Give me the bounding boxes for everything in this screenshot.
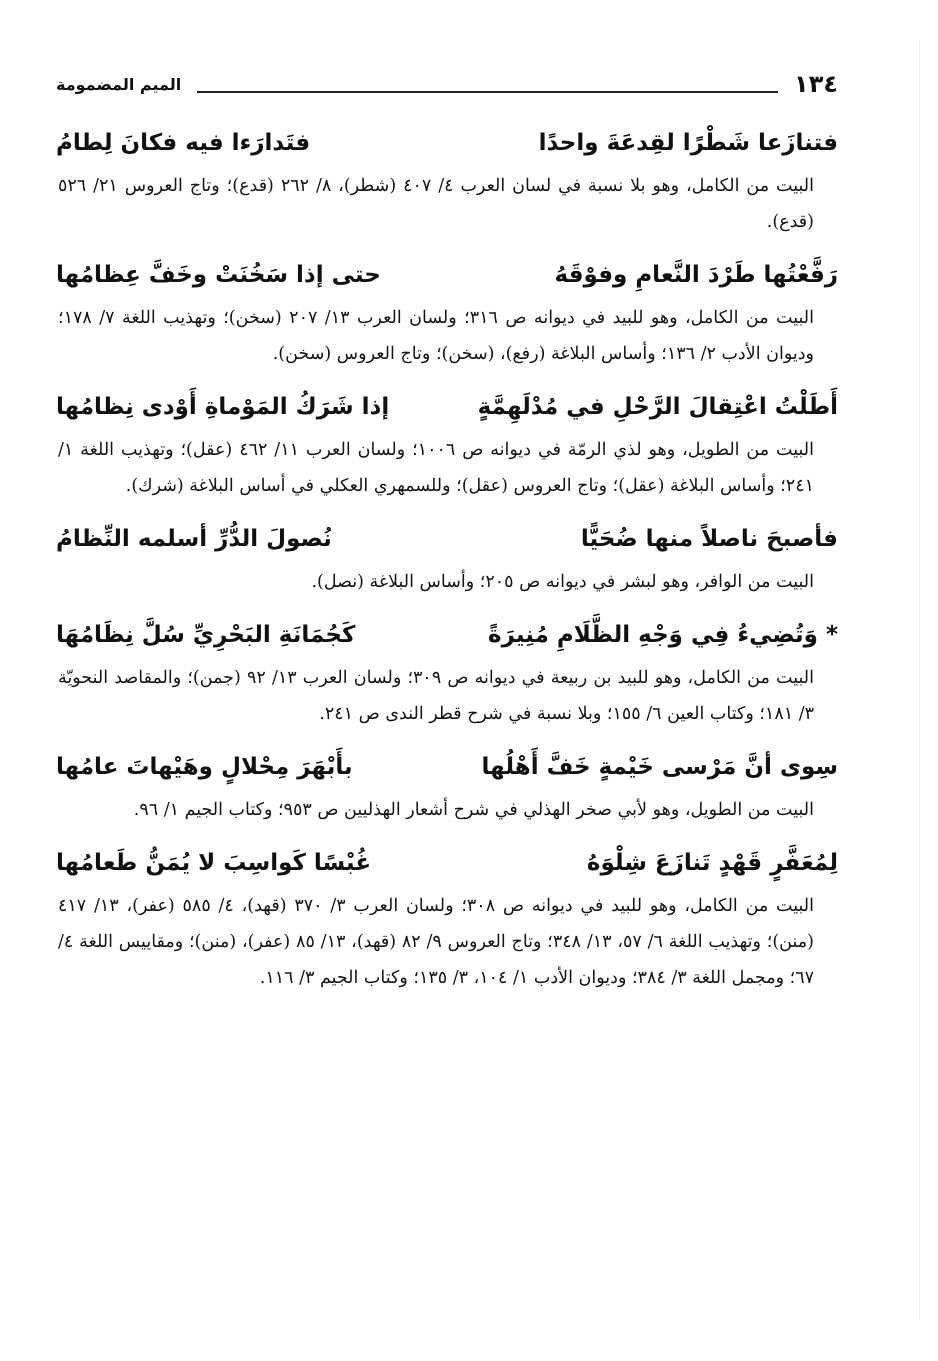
verse-note: البيت من الكامل، وهو للبيد في ديوانه ص ٣٠٨؛ ولسان العرب ٣/ ٣٧٠ (قهد)، ٤/ ٥٨٥ (عفر)، ١٣/ ٤١٧ (منن)؛ وتهذيب اللغة ٦/ ٥٧، ١٣/ ٣٤٨؛ وتاج العروس ٩/ ٨٢ (قهد)، ١٣/ ٨٥ (عفر)، (منن)؛ ومقاييس اللغة ٤/ ٦٧؛ ومجمل اللغة ٣/ ٣٨٤؛ وديوان الأدب ١/ ١٠٤، ٣/ ١٣٥؛ وكتاب الجيم ٣/ ١١٦. [58, 896, 814, 988]
entry-2 [56, 250, 838, 372]
entry-4 [56, 514, 838, 600]
verse-second-hemistich: غُبْسًا كَواسِبَ لا يُمَنُّ طَعامُها [56, 850, 372, 876]
verse-first-hemistich: فأصبحَ ناصلاً منها ضُحَيًّا [580, 526, 838, 552]
entry-6 [56, 742, 838, 828]
section-title: الميم المضمومة [56, 74, 182, 94]
verse-line [56, 250, 838, 300]
verse-note: البيت من الكامل، وهو بلا نسبة في لسان العرب ٤/ ٤٠٧ (شطر)، ٨/ ٢٦٢ (قدع)؛ وتاج العروس ٢١/ ٥٢٦ (قدع). [58, 176, 814, 232]
verse-first-hemistich: * وَتُضِيءُ فِي وَجْهِ الظَّلَامِ مُنِيرَةً [488, 622, 838, 648]
verse-note: البيت من الكامل، وهو للبيد بن ربيعة في ديوانه ص ٣٠٩؛ ولسان العرب ١٣/ ٩٢ (جمن)؛ والمقاصد النحويّة ٣/ ١٨١؛ وكتاب العين ٦/ ١٥٥؛ وبلا نسبة في شرح قطر الندى ص ٢٤١. [58, 668, 814, 724]
entry-5 [56, 610, 838, 732]
verse-line [56, 514, 838, 564]
verse-note: البيت من الوافر، وهو لبشر في ديوانه ص ٢٠٥؛ وأساس البلاغة (نصل). [311, 572, 814, 592]
page-number: ١٣٤ [794, 70, 838, 98]
verse-second-hemistich: نُصولَ الدُّرِّ أسلمه النِّظامُ [56, 526, 332, 552]
verse-line [56, 382, 838, 432]
entry-7 [56, 838, 838, 996]
scan-margin-line [919, 40, 920, 1320]
verse-line [56, 610, 838, 660]
verse-note: البيت من الطويل، وهو لذي الرمّة في ديوانه ص ١٠٠٦؛ ولسان العرب ١١/ ٤٦٢ (عقل)؛ وتهذيب اللغة ١/ ٢٤١؛ وأساس البلاغة (عقل)؛ وتاج العروس (عقل)؛ وللسمهري العكلي في أساس البلاغة (شرك). [58, 440, 814, 496]
verse-line [56, 742, 838, 792]
verse-second-hemistich: كَجُمَانَةِ البَحْرِيِّ سُلَّ نِظَامُهَا [56, 622, 356, 648]
verse-first-hemistich: فتنازَعا شَطْرًا لقِدعَةَ واحدًا [538, 130, 838, 156]
verse-first-hemistich: لِمُعَفَّرٍ قَهْدٍ تَنازَعَ شِلْوَهُ [586, 850, 838, 876]
verse-second-hemistich: حتى إذا سَخُنَتْ وخَفَّ عِظامُها [56, 262, 381, 288]
verse-first-hemistich: رَفَّعْتُها طَرْدَ النَّعامِ وفوْقَهُ [554, 262, 838, 288]
running-header [56, 64, 838, 104]
verse-second-hemistich: إذا شَرَكُ المَوْماةِ أَوْدى نِظامُها [56, 394, 390, 420]
verse-second-hemistich: فتَدارَءا فيه فكانَ لِطامُ [56, 130, 311, 156]
verse-first-hemistich: أَطَلْتُ اعْتِقالَ الرَّحْلِ في مُدْلَهِمَّةٍ [477, 394, 838, 420]
verse-note: البيت من الكامل، وهو للبيد في ديوانه ص ٣١٦؛ ولسان العرب ١٣/ ٢٠٧ (سخن)؛ وتهذيب اللغة ٧/ ١٧٨؛ وديوان الأدب ٢/ ١٣٦؛ وأساس البلاغة (رفع)، (سخن)؛ وتاج العروس (سخن). [58, 308, 814, 364]
verse-note: البيت من الطويل، وهو لأبي صخر الهذلي في شرح أشعار الهذليين ص ٩٥٣؛ وكتاب الجيم ١/ ٩٦. [133, 800, 814, 820]
book-page [56, 64, 838, 1006]
verse-line [56, 838, 838, 888]
header-rule [197, 91, 778, 93]
verse-second-hemistich: بأَبْهَرَ مِحْلالٍ وهَيْهاتَ عامُها [56, 754, 353, 780]
verse-first-hemistich: سِوى أنَّ مَرْسى خَيْمةٍ خَفَّ أَهْلُها [481, 754, 838, 780]
verse-line [56, 118, 838, 168]
entry-3 [56, 382, 838, 504]
entry-1 [56, 118, 838, 240]
